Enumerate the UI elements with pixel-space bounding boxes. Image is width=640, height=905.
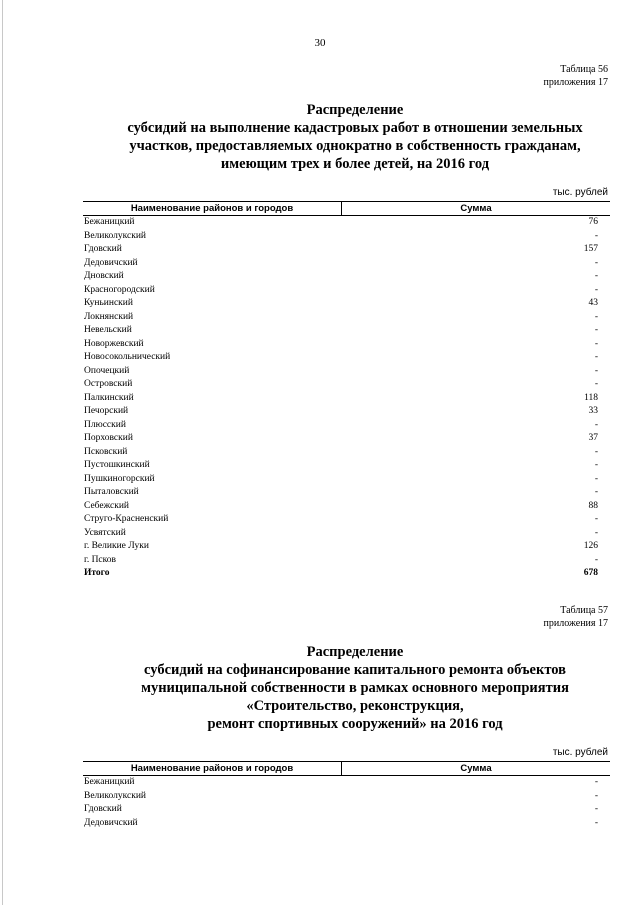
- sum-value: 37: [588, 433, 598, 443]
- column-header-sum: Сумма: [342, 762, 611, 776]
- table-row: [83, 392, 610, 406]
- district-name: Дедовичский: [84, 817, 138, 828]
- column-header-sum: Сумма: [342, 202, 611, 216]
- table56-title-line: Распределение: [306, 102, 404, 118]
- table57-unit: тыс. рублей: [552, 747, 608, 758]
- table-row: [83, 378, 610, 392]
- district-name: Дедовичский: [84, 257, 138, 268]
- district-name: Усвятский: [84, 527, 126, 538]
- district-name: Невельский: [84, 325, 132, 335]
- table-row: [83, 790, 610, 804]
- district-name: Пушкиногорский: [84, 473, 155, 484]
- table-row: [83, 459, 610, 473]
- sum-value: 118: [584, 392, 598, 403]
- district-name: г. Псков: [84, 554, 117, 565]
- district-name: Палкинский: [84, 392, 134, 403]
- sum-value: 33: [588, 406, 598, 416]
- table57-title-line: муниципальной собственности в рамках основного мероприятия: [141, 680, 569, 696]
- table56-title-line: субсидий на выполнение кадастровых работ в отношении земельных: [127, 120, 583, 136]
- sum-value: -: [594, 817, 598, 828]
- table-row: [83, 803, 610, 817]
- district-name: Опочецкий: [84, 365, 130, 376]
- column-header-name: Наименование районов и городов: [83, 762, 342, 776]
- table56-total-row: [83, 567, 610, 581]
- table-row: [83, 311, 610, 325]
- sum-value: -: [594, 257, 598, 268]
- sum-value: -: [594, 365, 598, 376]
- table57-ref-appendix: приложения 17: [543, 618, 608, 629]
- sum-value: -: [594, 230, 598, 241]
- district-name: Новосокольнический: [84, 352, 171, 362]
- table57-title-line: Распределение: [306, 644, 404, 660]
- table56-title: [80, 101, 630, 173]
- total-value: 678: [583, 568, 598, 578]
- sum-value: -: [594, 379, 598, 389]
- sum-value: -: [594, 419, 598, 430]
- sum-value: 126: [583, 541, 598, 551]
- table-row: [83, 405, 610, 419]
- table57-header-row: [83, 762, 610, 776]
- district-name: Себежский: [84, 500, 129, 511]
- table56-header-row: [83, 202, 610, 216]
- sum-value: 76: [588, 217, 598, 227]
- table56-reference: [544, 63, 608, 89]
- district-name: Великолукский: [84, 790, 147, 801]
- table-row: [83, 419, 610, 433]
- table57-ref-number: Таблица 57: [560, 605, 608, 616]
- sum-value: -: [594, 804, 598, 814]
- page-number: 30: [314, 37, 326, 49]
- district-name: Локнянский: [84, 311, 134, 322]
- sum-value: -: [594, 460, 598, 470]
- district-name: Островский: [84, 379, 133, 389]
- table56-title-line: участков, предоставляемых однократно в собственность гражданам,: [129, 138, 581, 154]
- district-name: Великолукский: [84, 230, 147, 241]
- sum-value: -: [594, 554, 598, 565]
- table-row: [83, 365, 610, 379]
- table57-title-line: субсидий на софинансирование капитального ремонта объектов: [144, 662, 566, 678]
- table57-title-line: «Строительство, реконструкция,: [246, 698, 464, 714]
- table56-unit: тыс. рублей: [552, 187, 608, 198]
- district-name: Новоржевский: [84, 338, 144, 349]
- table-row: [83, 486, 610, 500]
- table-row: [83, 338, 610, 352]
- table-row: [83, 270, 610, 284]
- sum-value: -: [594, 790, 598, 801]
- table56: [83, 201, 610, 581]
- sum-value: -: [594, 325, 598, 335]
- table-row: [83, 513, 610, 527]
- district-name: Порховский: [84, 433, 133, 443]
- sum-value: -: [594, 271, 598, 281]
- table-row: [83, 473, 610, 487]
- district-name: Куньинский: [84, 298, 133, 308]
- sum-value: 88: [588, 500, 598, 511]
- sum-value: -: [594, 338, 598, 349]
- district-name: Бежаницкий: [84, 217, 135, 227]
- table-row: [83, 324, 610, 338]
- table-row: [83, 284, 610, 298]
- table-row: [83, 432, 610, 446]
- district-name: Красногородский: [84, 284, 155, 295]
- sum-value: -: [594, 473, 598, 484]
- district-name: Псковский: [84, 446, 128, 457]
- district-name: Струго-Красненский: [84, 514, 169, 524]
- sum-value: -: [594, 446, 598, 457]
- sum-value: -: [594, 352, 598, 362]
- table-row: [83, 817, 610, 831]
- sum-value: -: [594, 527, 598, 538]
- district-name: г. Великие Луки: [84, 541, 149, 551]
- table-row: [83, 500, 610, 514]
- table-row: [83, 351, 610, 365]
- table-row: [83, 554, 610, 568]
- table57-title-line: ремонт спортивных сооружений» на 2016 год: [207, 716, 503, 732]
- table-row: [83, 297, 610, 311]
- table56-body: [83, 216, 610, 568]
- district-name: Пустошкинский: [84, 460, 150, 470]
- sum-value: 43: [588, 298, 598, 308]
- district-name: Пыталовский: [84, 487, 139, 497]
- table56-ref-appendix: приложения 17: [543, 77, 608, 88]
- table-row: [83, 230, 610, 244]
- table57-title: [80, 643, 630, 733]
- district-name: Бежаницкий: [84, 777, 135, 787]
- district-name: Печорский: [84, 406, 129, 416]
- sum-value: -: [594, 777, 598, 787]
- table-row: [83, 243, 610, 257]
- table57: [83, 761, 610, 830]
- sum-value: -: [594, 487, 598, 497]
- sum-value: -: [594, 284, 598, 295]
- total-label: Итого: [84, 568, 110, 578]
- table-row: [83, 527, 610, 541]
- table56-ref-number: Таблица 56: [560, 64, 608, 75]
- table-row: [83, 257, 610, 271]
- table-row: [83, 776, 610, 790]
- table57-reference: [544, 604, 608, 630]
- table-row: [83, 446, 610, 460]
- table-row: [83, 540, 610, 554]
- district-name: Гдовский: [84, 804, 122, 814]
- table-row: [83, 216, 610, 230]
- sum-value: -: [594, 514, 598, 524]
- sum-value: 157: [583, 244, 598, 254]
- column-header-name: Наименование районов и городов: [83, 202, 342, 216]
- table57-body: [83, 776, 610, 831]
- district-name: Дновский: [84, 271, 124, 281]
- scan-edge-line: [2, 0, 3, 905]
- table56-title-line: имеющим трех и более детей, на 2016 год: [220, 156, 490, 172]
- district-name: Плюсский: [84, 419, 126, 430]
- sum-value: -: [594, 311, 598, 322]
- district-name: Гдовский: [84, 244, 122, 254]
